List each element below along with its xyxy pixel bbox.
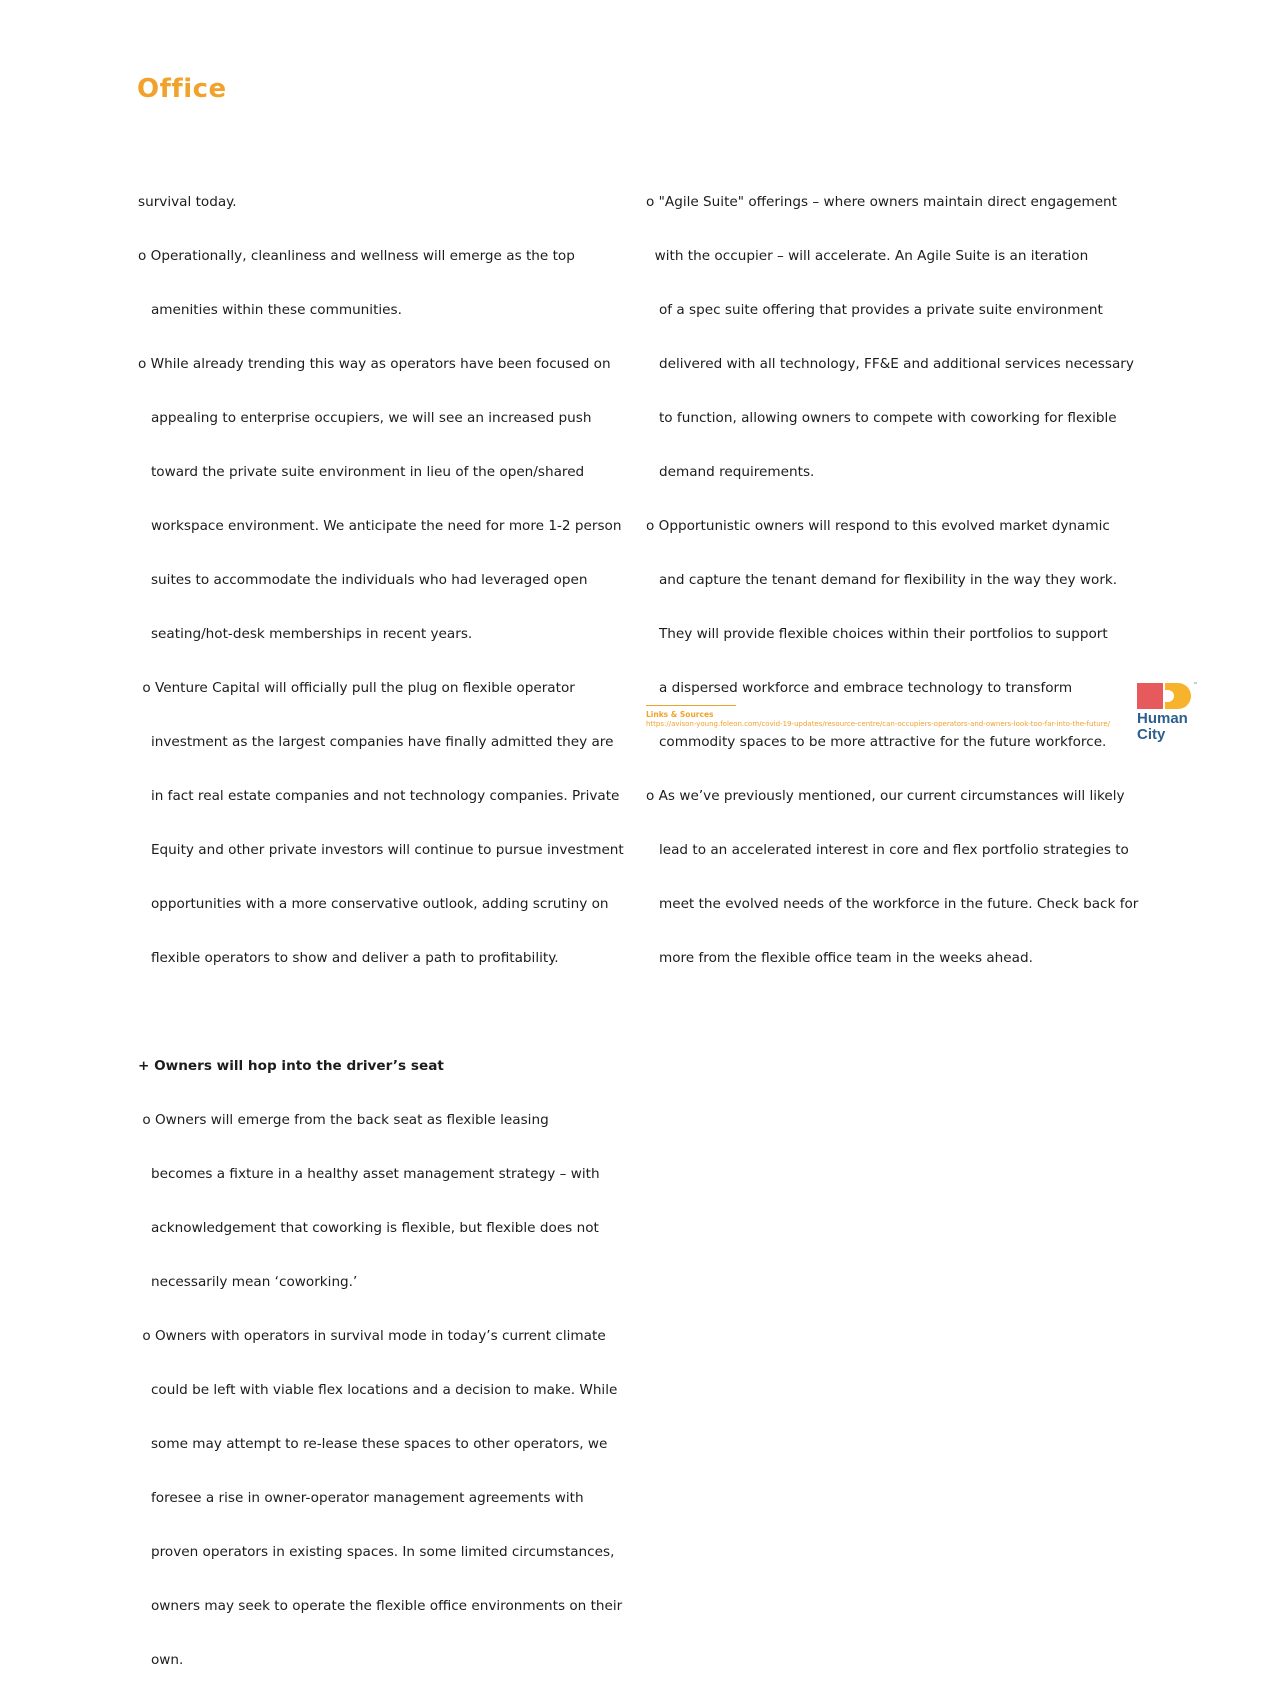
- body-line: o As we’ve previously mentioned, our current circumstances will likely: [646, 788, 1125, 804]
- body-line: amenities within these communities.: [138, 302, 402, 318]
- body-line: o Owners with operators in survival mode in today’s current climate: [138, 1328, 606, 1344]
- body-line: own.: [138, 1652, 184, 1668]
- logo-red-square-icon: [1137, 683, 1163, 709]
- body-line: Equity and other private investors will continue to pursue investment: [138, 842, 624, 858]
- body-line: o Operationally, cleanliness and wellness will emerge as the top: [138, 248, 575, 264]
- body-line: acknowledgement that coworking is flexible, but flexible does not: [138, 1220, 599, 1236]
- body-line: seating/hot-desk memberships in recent years.: [138, 626, 473, 642]
- body-line: flexible operators to show and deliver a path to profitability.: [138, 950, 559, 966]
- page-title: Office: [137, 74, 227, 104]
- body-line: could be left with viable flex locations and a decision to make. While: [138, 1382, 618, 1398]
- source-link[interactable]: https://avison-young.foleon.com/covid-19-updates/resource-centre/can-occupiers-operators-and-owners-look-too-far-into-the-future/: [646, 720, 1111, 728]
- body-line: demand requirements.: [646, 464, 815, 480]
- body-line: more from the flexible office team in the weeks ahead.: [646, 950, 1033, 966]
- right-column: [646, 157, 1141, 985]
- body-line: and capture the tenant demand for flexibility in the way they work.: [646, 572, 1118, 588]
- body-line: meet the evolved needs of the workforce in the future. Check back for: [646, 896, 1139, 912]
- body-line: lead to an accelerated interest in core and flex portfolio strategies to: [646, 842, 1129, 858]
- body-line: necessarily mean ‘coworking.’: [138, 1274, 358, 1290]
- body-line: a dispersed workforce and embrace technology to transform: [646, 680, 1073, 696]
- body-line: workspace environment. We anticipate the need for more 1-2 person: [138, 518, 622, 534]
- logo-trademark: ™: [1193, 682, 1198, 688]
- body-line: foresee a rise in owner-operator management agreements with: [138, 1490, 584, 1506]
- body-line: in fact real estate companies and not technology companies. Private: [138, 788, 620, 804]
- blank-line: [138, 1003, 633, 1021]
- human-city-logo: [1137, 682, 1203, 746]
- sources-title: Links & Sources: [646, 710, 714, 719]
- logo-yellow-c-icon: [1165, 683, 1191, 709]
- body-line: opportunities with a more conservative outlook, adding scrutiny on: [138, 896, 609, 912]
- body-line: toward the private suite environment in lieu of the open/shared: [138, 464, 585, 480]
- left-column: [138, 157, 633, 1687]
- body-line: o Opportunistic owners will respond to this evolved market dynamic: [646, 518, 1110, 534]
- body-line: with the occupier – will accelerate. An Agile Suite is an iteration: [646, 248, 1089, 264]
- body-line: some may attempt to re-lease these spaces to other operators, we: [138, 1436, 608, 1452]
- logo-word-human: Human: [1137, 710, 1188, 727]
- body-line: suites to accommodate the individuals who had leveraged open: [138, 572, 588, 588]
- body-line: o Owners will emerge from the back seat as flexible leasing: [138, 1112, 549, 1128]
- body-line: appealing to enterprise occupiers, we will see an increased push: [138, 410, 592, 426]
- body-line: commodity spaces to be more attractive for the future workforce.: [646, 734, 1107, 750]
- section-heading: + Owners will hop into the driver’s seat: [138, 1058, 444, 1074]
- body-line: o While already trending this way as operators have been focused on: [138, 356, 611, 372]
- body-line: owners may seek to operate the flexible office environments on their: [138, 1598, 623, 1614]
- body-line: survival today.: [138, 194, 237, 210]
- logo-word-city: City: [1137, 726, 1166, 743]
- body-line: o Venture Capital will officially pull the plug on flexible operator: [138, 680, 575, 696]
- body-line: of a spec suite offering that provides a private suite environment: [646, 302, 1103, 318]
- body-line: o "Agile Suite" offerings – where owners maintain direct engagement: [646, 194, 1118, 210]
- body-line: delivered with all technology, FF&E and additional services necessary: [646, 356, 1134, 372]
- body-line: They will provide flexible choices within their portfolios to support: [646, 626, 1108, 642]
- body-line: becomes a fixture in a healthy asset management strategy – with: [138, 1166, 600, 1182]
- sources-divider: [646, 705, 736, 706]
- body-line: to function, allowing owners to compete with coworking for flexible: [646, 410, 1117, 426]
- body-line: proven operators in existing spaces. In some limited circumstances,: [138, 1544, 615, 1560]
- body-line: investment as the largest companies have finally admitted they are: [138, 734, 614, 750]
